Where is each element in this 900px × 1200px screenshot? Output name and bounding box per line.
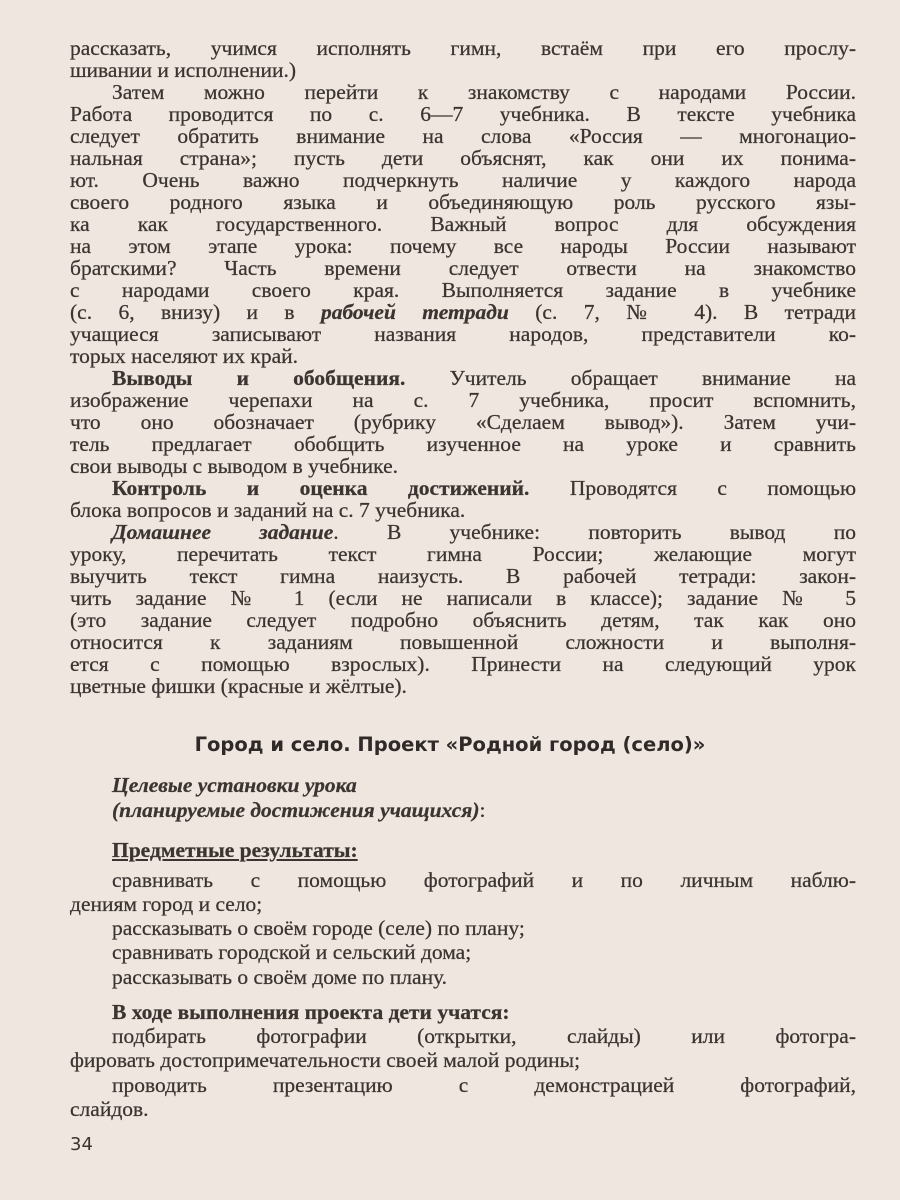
text-run: братскими? Часть времени следует отвести на знакомство <box>70 256 856 280</box>
text-run: рассказать, учимся исполнять гимн, встаём при его прослу- <box>70 36 856 60</box>
text-line <box>70 565 856 587</box>
text-line <box>70 103 856 125</box>
text-run: (это задание следует подробно объяснить детям, так как оно <box>70 608 856 632</box>
text-line <box>70 675 856 697</box>
text-line <box>70 125 856 147</box>
text-line <box>112 367 856 389</box>
text-run: тель предлагает обобщить изученное на уроке и сравнить <box>70 432 856 456</box>
text-line <box>70 169 856 191</box>
text-run: что оно обозначает (рубрику «Сделаем вывод»). Затем учи- <box>70 410 856 434</box>
text-run: Учитель обращает внимание на <box>405 366 856 390</box>
emphasized-text: Контроль и оценка достижений. <box>112 476 530 500</box>
text-line <box>112 1000 856 1024</box>
text-run: Работа проводится по с. 6—7 учебника. В тексте учебника <box>70 102 856 126</box>
text-run: ют. Очень важно подчеркнуть наличие у каждого народа <box>70 168 856 192</box>
emphasized-text: Предметные результаты: <box>112 838 358 862</box>
emphasized-text: Целевые установки урока <box>112 773 357 797</box>
text-run: учащиеся записывают названия народов, представители ко- <box>70 322 856 346</box>
text-line <box>112 1073 856 1097</box>
text-line <box>70 301 856 323</box>
text-line <box>70 257 856 279</box>
text-line <box>70 279 856 301</box>
text-line <box>112 521 856 543</box>
text-line <box>112 940 856 964</box>
emphasized-text: Выводы и обобщения. <box>112 366 406 390</box>
text-run: фировать достопримечательности своей малой родины; <box>70 1048 581 1072</box>
text-run: торых населяют их край. <box>70 344 298 368</box>
text-run: относится к заданиям повышенной сложности и выполня- <box>70 630 856 654</box>
text-run: . В учебнике: повторить вывод по <box>333 520 856 544</box>
text-line <box>70 892 856 916</box>
text-line <box>70 389 856 411</box>
text-line <box>112 773 856 797</box>
text-run: (с. 7, № 4). В тетради <box>508 300 856 324</box>
text-run: слайдов. <box>70 1097 149 1121</box>
text-run: свои выводы с выводом в учебнике. <box>70 454 398 478</box>
text-line <box>70 147 856 169</box>
text-run: (с. 6, внизу) и в <box>70 300 321 324</box>
text-run: сравнивать городской и сельский дома; <box>112 940 472 964</box>
text-line <box>70 631 856 653</box>
text-run: Затем можно перейти к знакомству с народами России. <box>112 80 856 104</box>
text-run: : <box>479 798 486 822</box>
text-run: дениям город и село; <box>70 892 263 916</box>
text-run: рассказывать о своём доме по плану. <box>112 965 448 989</box>
text-line <box>70 587 856 609</box>
text-run: цветные фишки (красные и жёлтые). <box>70 674 407 698</box>
text-run: сравнивать с помощью фотографий и по личным наблю- <box>112 868 856 892</box>
text-run: уроку, перечитать текст гимна России; желающие могут <box>70 542 856 566</box>
text-run: на этом этапе урока: почему все народы России называют <box>70 234 856 258</box>
text-line <box>112 81 856 103</box>
text-run: ка как государственного. Важный вопрос для обсуждения <box>70 212 856 236</box>
text-line <box>70 543 856 565</box>
text-line <box>112 916 856 940</box>
text-line <box>112 798 856 822</box>
emphasized-text: рабочей тетради <box>320 300 509 324</box>
text-run: проводить презентацию с демонстрацией фотографий, <box>112 1073 856 1097</box>
text-run: нальная страна»; пусть дети объяснят, как они их понима- <box>70 146 856 170</box>
text-run: Проводятся с помощью <box>529 476 857 500</box>
text-run: с народами своего края. Выполняется задание в учебнике <box>70 278 856 302</box>
text-line <box>70 455 856 477</box>
text-run: ется с помощью взрослых). Принести на следующий урок <box>70 652 856 676</box>
emphasized-text: Домашнее задание <box>112 520 334 544</box>
text-line <box>70 1048 856 1072</box>
text-line <box>70 59 856 81</box>
text-line <box>112 838 856 862</box>
text-run: чить задание № 1 (если не написали в классе); задание № 5 <box>70 586 856 610</box>
text-line <box>112 477 856 499</box>
text-line <box>112 1024 856 1048</box>
text-run: выучить текст гимна наизусть. В рабочей тетради: закон- <box>70 564 856 588</box>
text-line <box>70 499 856 521</box>
text-line <box>70 609 856 631</box>
section-heading: Город и село. Проект «Родной город (село)» <box>194 733 706 756</box>
emphasized-text: В ходе выполнения проекта дети учатся: <box>112 1000 510 1024</box>
text-run: изображение черепахи на с. 7 учебника, просит вспомнить, <box>70 388 856 412</box>
text-run: блока вопросов и заданий на с. 7 учебника. <box>70 498 466 522</box>
text-run: следует обратить внимание на слова «Россия — многонацио- <box>70 124 856 148</box>
text-line <box>70 235 856 257</box>
text-line <box>70 213 856 235</box>
text-line <box>70 323 856 345</box>
emphasized-text: (планируемые достижения учащихся) <box>112 798 480 822</box>
text-run: рассказывать о своём городе (селе) по плану; <box>112 916 525 940</box>
text-line <box>70 411 856 433</box>
text-line <box>70 653 856 675</box>
page-number: 34 <box>70 1134 93 1155</box>
text-line <box>70 191 856 213</box>
text-line <box>112 965 856 989</box>
text-run: шивании и исполнении.) <box>70 58 297 82</box>
text-run: своего родного языка и объединяющую роль русского язы- <box>70 190 856 214</box>
text-line <box>70 345 856 367</box>
text-run: подбирать фотографии (открытки, слайды) или фотогра- <box>112 1024 856 1048</box>
text-line <box>70 1097 856 1121</box>
text-line <box>112 868 856 892</box>
text-line <box>70 433 856 455</box>
text-line <box>70 37 856 59</box>
